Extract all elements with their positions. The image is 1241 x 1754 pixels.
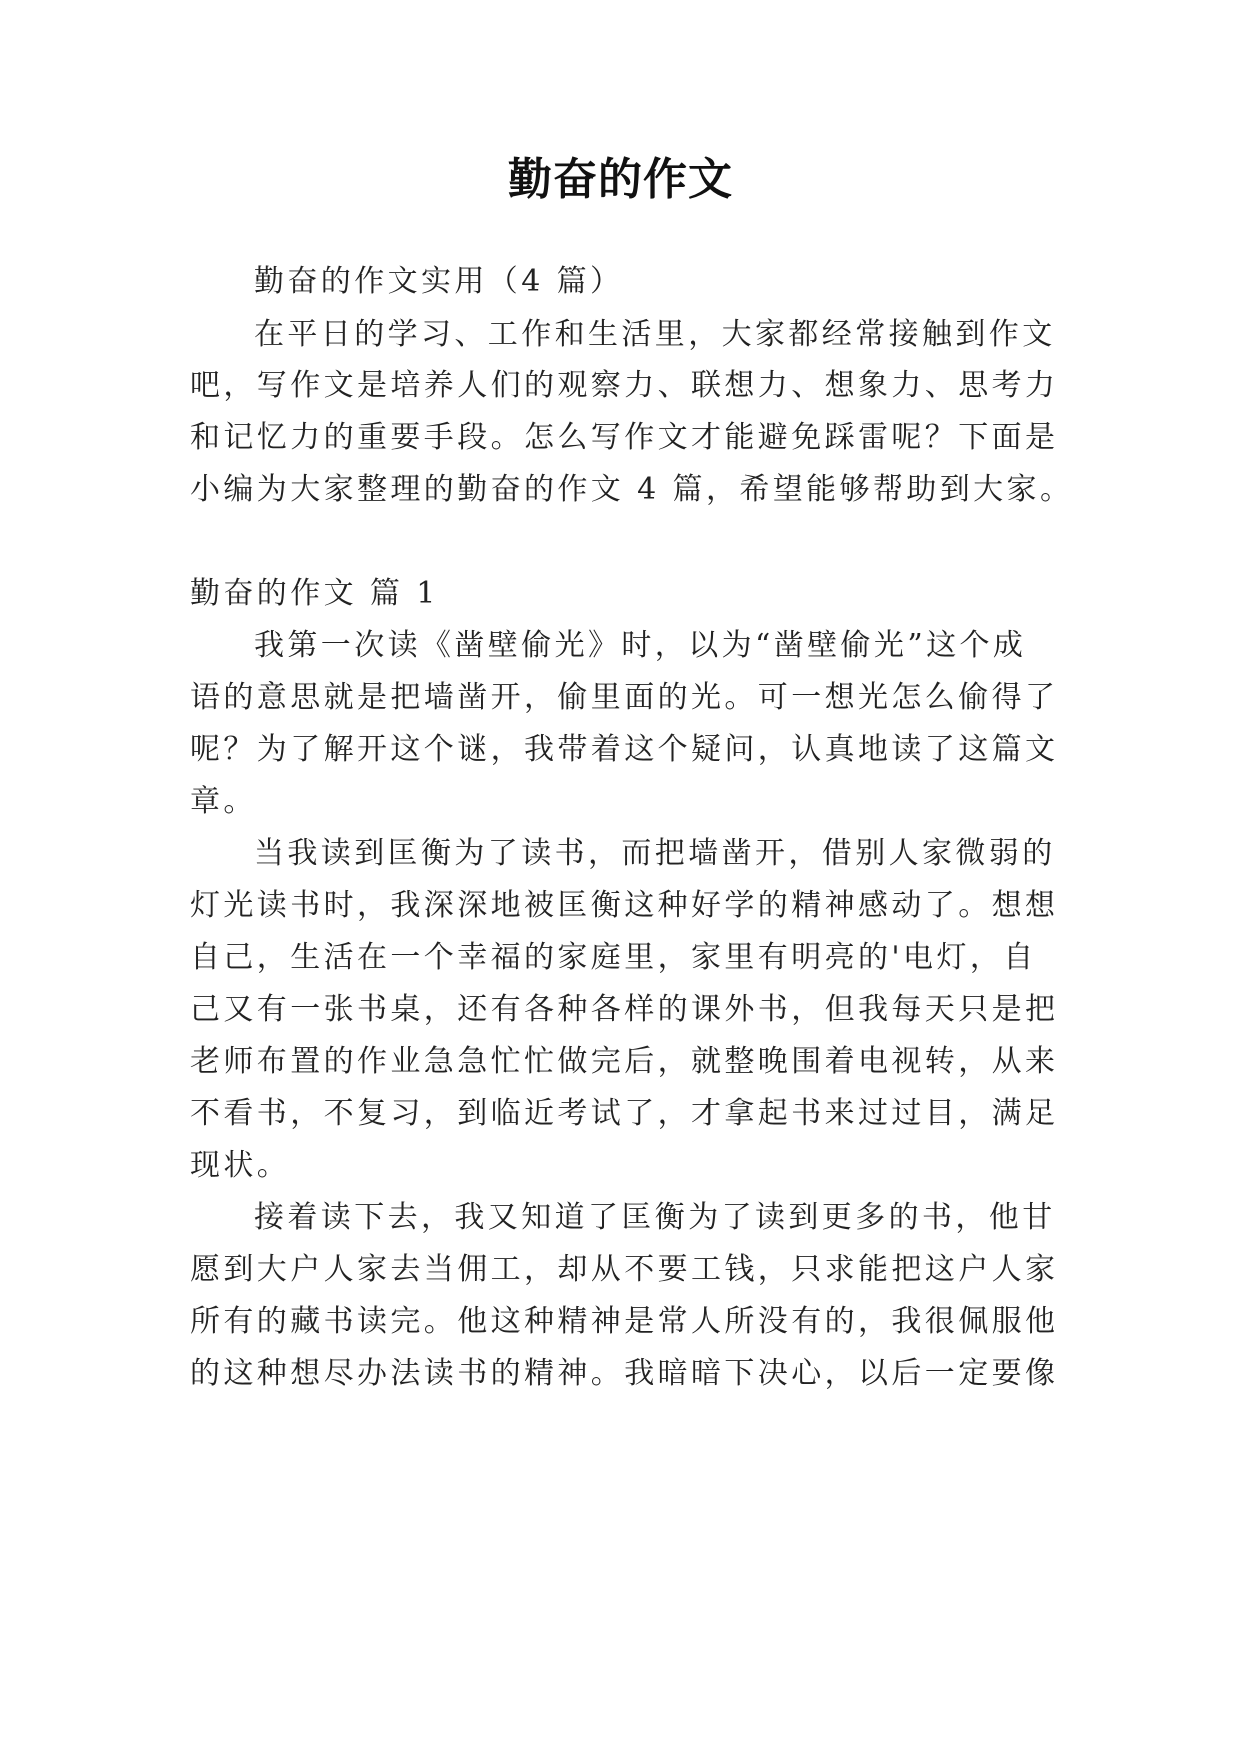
intro-line-3: 和记忆力的重要手段。怎么写作文才能避免踩雷呢？下面是 <box>190 420 1059 455</box>
paragraph-2-line-7: 现状。 <box>190 1148 291 1183</box>
intro-line-2: 吧，写作文是培养人们的观察力、联想力、想象力、思考力 <box>190 368 1059 403</box>
paragraph-2-line-5: 老师布置的作业急急忙忙做完后，就整晚围着电视转，从来 <box>190 1044 1059 1079</box>
paragraph-2-line-1: 当我读到匡衡为了读书，而把墙凿开，借别人家微弱的 <box>254 836 1056 871</box>
paragraph-2-line-2: 灯光读书时，我深深地被匡衡这种好学的精神感动了。想想 <box>190 888 1059 923</box>
paragraph-1-line-1: 我第一次读《凿壁偷光》时，以为“凿壁偷光”这个成 <box>254 628 1027 663</box>
document-title: 勤奋的作文 <box>508 154 733 205</box>
paragraph-3-line-4: 的这种想尽办法读书的精神。我暗暗下决心，以后一定要像 <box>190 1356 1059 1391</box>
section-heading: 勤奋的作文 篇 1 <box>190 576 439 611</box>
paragraph-3-line-1: 接着读下去，我又知道了匡衡为了读到更多的书，他甘 <box>254 1200 1056 1235</box>
subtitle-line: 勤奋的作文实用（4 篇） <box>254 264 624 299</box>
intro-line-1: 在平日的学习、工作和生活里，大家都经常接触到作文 <box>254 317 1056 352</box>
paragraph-3-line-2: 愿到大户人家去当佣工，却从不要工钱，只求能把这户人家 <box>190 1252 1059 1287</box>
paragraph-1-line-4: 章。 <box>190 784 257 819</box>
paragraph-3-line-3: 所有的藏书读完。他这种精神是常人所没有的，我很佩服他 <box>190 1304 1059 1339</box>
paragraph-2-line-4: 己又有一张书桌，还有各种各样的课外书，但我每天只是把 <box>190 992 1059 1027</box>
paragraph-2-line-3: 自己，生活在一个幸福的家庭里，家里有明亮的'电灯，自 <box>190 940 1037 975</box>
intro-line-4: 小编为大家整理的勤奋的作文 4 篇，希望能够帮助到大家。 <box>190 472 1074 507</box>
paragraph-1-line-2: 语的意思就是把墙凿开，偷里面的光。可一想光怎么偷得了 <box>190 680 1059 715</box>
paragraph-2-line-6: 不看书，不复习，到临近考试了，才拿起书来过过目，满足 <box>190 1096 1059 1131</box>
paragraph-1-line-3: 呢？为了解开这个谜，我带着这个疑问，认真地读了这篇文 <box>190 732 1059 767</box>
